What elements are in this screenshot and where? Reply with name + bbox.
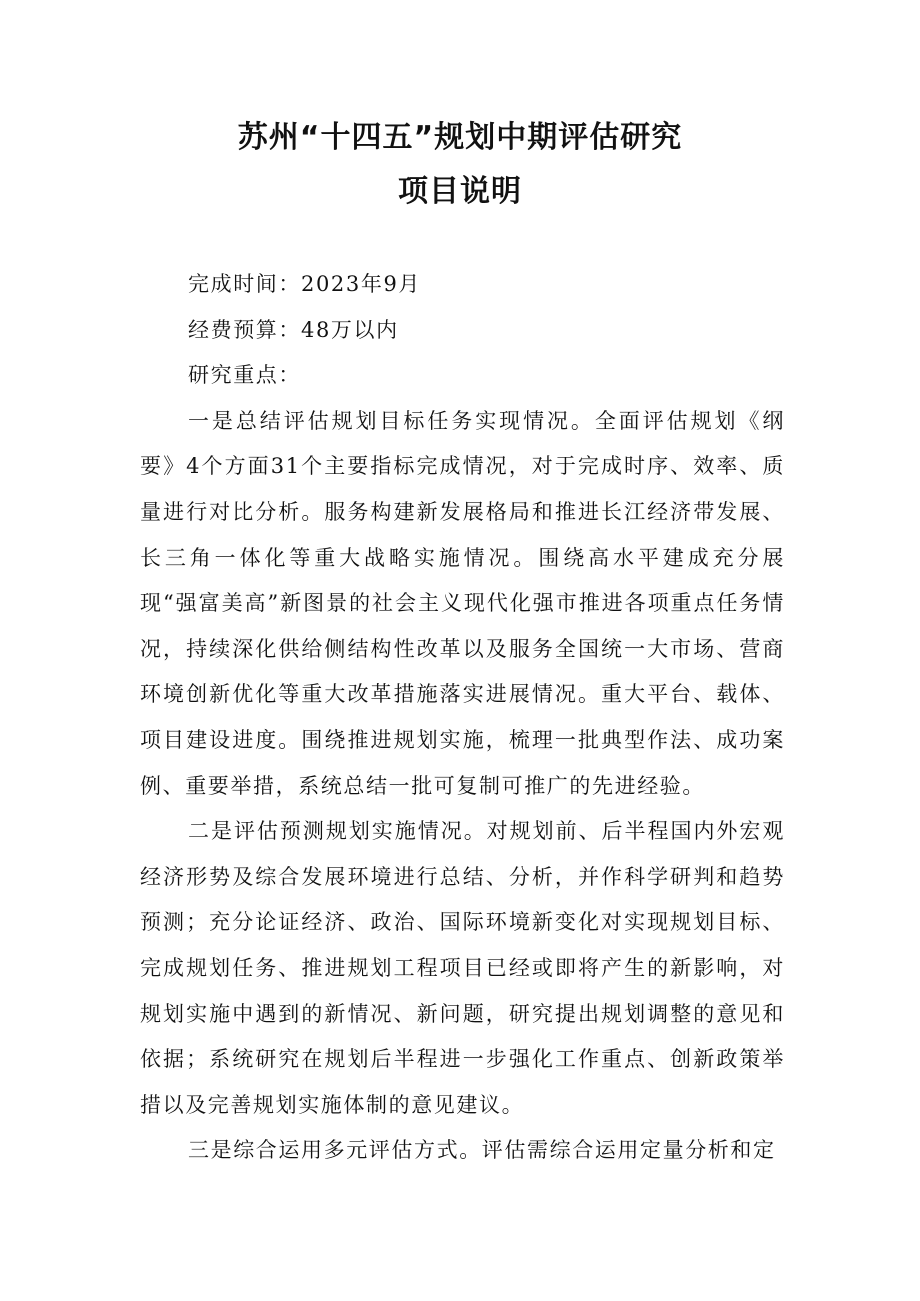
budget: 经费预算：48万以内 bbox=[188, 317, 399, 342]
document-body bbox=[140, 262, 785, 1174]
document-title: 苏州“十四五”规划中期评估研究 bbox=[237, 120, 683, 155]
completion-time: 完成时间：2023年9月 bbox=[188, 272, 422, 296]
paragraph-evaluation-methods: 三是综合运用多元评估方式。评估需综合运用定量分析和定 bbox=[188, 1138, 776, 1163]
research-focus-heading: 研究重点： bbox=[188, 363, 301, 388]
paragraph-summary-evaluation: 一是总结评估规划目标任务实现情况。全面评估规划《纲要》4个方面31个主要指标完成情况，对于完成时序、效率、质量进行对比分析。服务构建新发展格局和推进长江经济带发展、长三角一体化等重大战略实施情况。围绕高水平建成充分展现“强富美高”新图景的社会主义现代化强市推进各项重点任务情况，持续深化供给侧结构性改革以及服务全国统一大市场、营商环境创新优化等重大改革措施落实进展情况。重大平台、载体、项目建设进度。围绕推进规划实施，梳理一批典型作法、成功案例、重要举措，系统总结一批可复制可推广的先进经验。 bbox=[140, 408, 785, 798]
document-subtitle: 项目说明 bbox=[398, 174, 522, 209]
paragraph-forecast-evaluation: 二是评估预测规划实施情况。对规划前、后半程国内外宏观经济形势及综合发展环境进行总结、分析，并作科学研判和趋势预测；充分论证经济、政治、国际环境新变化对实现规划目标、完成规划任务、推进规划工程项目已经或即将产生的新影响，对规划实施中遇到的新情况、新问题，研究提出规划调整的意见和依据；系统研究在规划后半程进一步强化工作重点、创新政策举措以及完善规划实施体制的意见建议。 bbox=[140, 819, 785, 1117]
